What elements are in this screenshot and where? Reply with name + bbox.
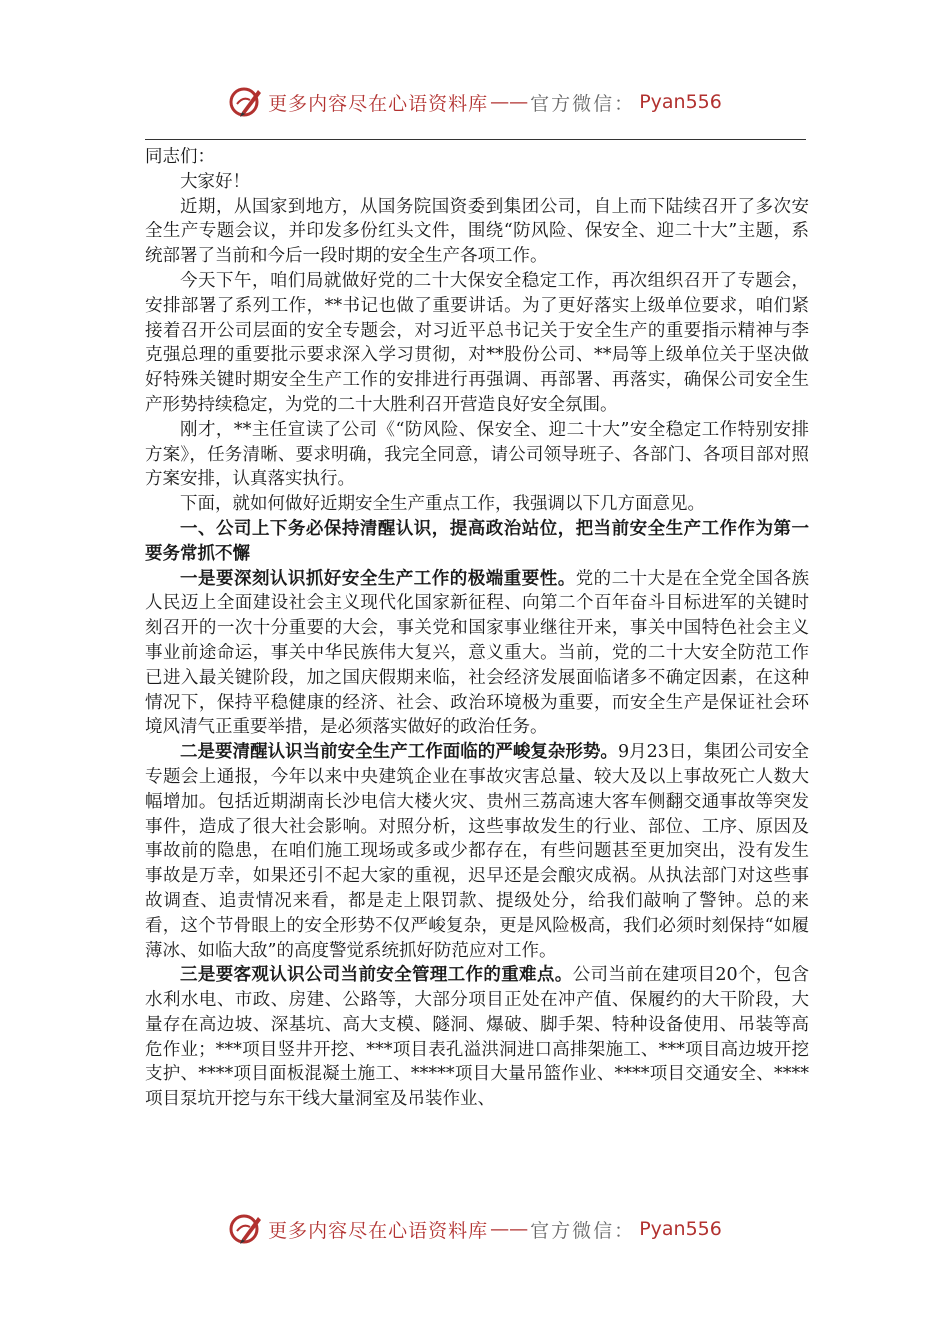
point-2-lead: 二是要清醒认识当前安全生产工作面临的严峻复杂形势。 [180, 742, 618, 763]
banner-text: 更多内容尽在心语资料库 [268, 92, 489, 115]
header-banner [0, 82, 950, 122]
document-body [145, 145, 809, 1112]
paragraph-2: 今天下午，咱们局就做好党的二十大保安全稳定工作，再次组织召开了专题会，安排部署了系列工作，**书记也做了重要讲话。为了更好落实上级单位要求，咱们紧接着召开公司层面的安全专题会，对习近平总书记关于安全生产的重要指示精神与李克强总理的重要批示要求深入学习贯彻，对**股份公司、**局等上级单位关于坚决做好特殊关键时期安全生产工作的安排进行再强调、再部署、再落实，确保公司安全生产形势持续稳定，为党的二十大胜利召开营造良好安全氛围。 [145, 270, 809, 415]
banner-wechat-label: 官方微信： [530, 1219, 636, 1242]
point-3 [145, 963, 809, 1112]
pen-logo-icon [228, 84, 264, 120]
paragraph-1: 近期，从国家到地方，从国务院国资委到集团公司，自上而下陆续召开了多次安全生产专题会议，并印发多份红头文件，围绕“防风险、保安全、迎二十大”主题，系统部署了当前和今后一段时期的安全生产各项工作。 [145, 196, 809, 267]
point-3-body: 公司当前在建项目20个，包含水利水电、市政、房建、公路等，大部分项目正处在冲产值、保履约的大干阶段，大量存在高边坡、深基坑、高大支模、隧洞、爆破、脚手架、特种设备使用、吊装等高危作业；***项目竖井开挖、***项目表孔溢洪洞进口高排架施工、***项目高边坡开挖支护、****项目面板混凝土施工、*****项目大量吊篮作业、****项目交通安全、****项目泵坑开挖与东干线大量洞室及吊装作业、 [145, 965, 809, 1110]
footer-banner [0, 1209, 950, 1249]
paragraph-3: 刚才，**主任宣读了公司《“防风险、保安全、迎二十大”安全稳定工作特别安排方案》，任务清晰、要求明确，我完全同意，请公司领导班子、各部门、各项目部对照方案安排，认真落实执行。 [145, 419, 809, 490]
pen-logo-icon [228, 1211, 264, 1247]
point-1-lead: 一是要深刻认识抓好安全生产工作的极端重要性。 [180, 568, 576, 589]
banner-text: 更多内容尽在心语资料库 [268, 1219, 489, 1242]
banner-wechat-label: 官方微信： [530, 92, 636, 115]
point-3-lead: 三是要客观认识公司当前安全管理工作的重难点。 [180, 965, 573, 986]
salutation: 同志们： [145, 147, 215, 167]
point-2-body: 9月23日，集团公司安全专题会上通报，今年以来中央建筑企业在事故灾害总量、较大及以上事故死亡人数大幅增加。包括近期湖南长沙电信大楼火灾、贵州三荔高速大客车侧翻交通事故等突发事件，造成了很大社会影响。对照分析，这些事故发生的行业、部位、工序、原因及事故前的隐患，在咱们施工现场或多或少都存在，有些问题甚至更加突出，没有发生事故是万幸，如果还引不起大家的重视，迟早还是会酿灾成祸。从执法部门对这些事故调查、追责情况来看，都是走上限罚款、提级处分，给我们敲响了警钟。总的来看，这个节骨眼上的安全形势不仅严峻复杂，更是风险极高，我们必须时刻保持“如履薄冰、如临大敌”的高度警觉系统抓好防范应对工作。 [145, 742, 810, 961]
section-heading-1: 一、公司上下务必保持清醒认识，提高政治站位，把当前安全生产工作作为第一要务常抓不懈 [145, 518, 809, 564]
banner-wechat-id: Pyan556 [639, 91, 722, 113]
banner-dash: —— [490, 1218, 529, 1240]
point-2 [145, 740, 809, 963]
banner-dash: —— [490, 91, 529, 113]
point-1-body: 党的二十大是在全党全国各族人民迈上全面建设社会主义现代化国家新征程、向第二个百年奋斗目标进军的关键时刻召开的一次十分重要的大会，事关党和国家事业继往开来，事关中国特色社会主义事业前途命运，事关中华民族伟大复兴，意义重大。当前，党的二十大安全防范工作已进入最关键阶段，加之国庆假期来临，社会经济发展面临诸多不确定因素，在这种情况下，保持平稳健康的经济、社会、政治环境极为重要，而安全生产是保证社会环境风清气正重要举措，是必须落实做好的政治任务。 [145, 568, 810, 738]
paragraph-4: 下面，就如何做好近期安全生产重点工作，我强调以下几方面意见。 [180, 494, 705, 515]
header-rule [145, 139, 806, 140]
greeting: 大家好！ [180, 171, 250, 192]
point-1 [145, 567, 809, 741]
banner-wechat-id: Pyan556 [639, 1218, 722, 1240]
